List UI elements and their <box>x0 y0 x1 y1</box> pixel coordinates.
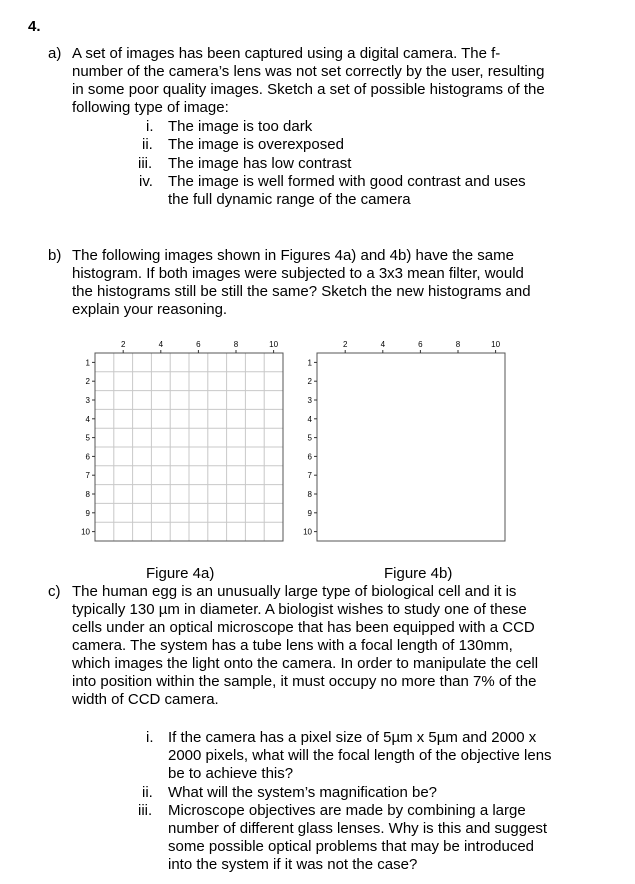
part-c-line: into position within the sample, it must occupy no more than 7% of the <box>72 673 537 690</box>
part-c-item-number: ii. <box>142 784 153 801</box>
figure-4b-frame <box>317 353 505 541</box>
y-tick-label: 2 <box>85 377 90 387</box>
x-tick-label: 10 <box>269 340 279 349</box>
y-tick-label: 9 <box>307 508 312 518</box>
figure-4b-y-ticks <box>303 358 317 536</box>
part-c-line: typically 130 µm in diameter. A biologist wishes to study one of these <box>72 601 527 618</box>
part-c-label: c) <box>48 583 61 600</box>
part-a-item-number: i. <box>146 118 154 135</box>
y-tick-label: 10 <box>81 527 90 537</box>
part-c-item-text: If the camera has a pixel size of 5µm x 5µm and 2000 x <box>168 729 537 746</box>
y-tick-label: 3 <box>307 396 312 405</box>
part-b-line: histogram. If both images were subjected to a 3x3 mean filter, would <box>72 265 524 282</box>
part-a-item-text: The image is well formed with good contrast and uses <box>168 173 526 190</box>
part-c-line: camera. The system has a tube lens with a focal length of 130mm, <box>72 637 513 654</box>
part-c-line: The human egg is an unusually large type of biological cell and it is <box>72 583 517 600</box>
x-tick-label: 10 <box>491 340 501 349</box>
y-tick-label: 5 <box>307 433 312 443</box>
part-a-item-number: iii. <box>138 155 153 172</box>
y-tick-label: 3 <box>85 396 90 405</box>
y-tick-label: 1 <box>307 358 312 368</box>
y-tick-label: 6 <box>85 452 90 462</box>
figure-4b <box>302 335 522 545</box>
part-c-item-number: i. <box>146 729 154 746</box>
part-a-line: number of the camera’s lens was not set correctly by the user, resulting <box>72 63 545 80</box>
part-c-item-text: into the system if it was not the case? <box>168 856 418 873</box>
part-c-item-text: number of different glass lenses. Why is this and suggest <box>168 820 548 837</box>
y-tick-label: 10 <box>303 527 312 537</box>
y-tick-label: 5 <box>85 433 90 443</box>
part-c-line: width of CCD camera. <box>72 691 219 708</box>
y-tick-label: 9 <box>85 508 90 518</box>
figure-4a-grid <box>95 353 283 541</box>
y-tick-label: 2 <box>307 377 312 387</box>
x-tick-label: 2 <box>120 340 126 349</box>
x-tick-label: 4 <box>158 340 164 349</box>
y-tick-label: 4 <box>307 414 312 424</box>
figure-4b-x-ticks <box>343 340 501 353</box>
x-tick-label: 6 <box>418 340 423 349</box>
part-b-line: explain your reasoning. <box>72 301 228 318</box>
y-tick-label: 4 <box>85 414 90 424</box>
part-a-line: in some poor quality images. Sketch a set of possible histograms of the <box>72 81 545 98</box>
figure-4b-caption: Figure 4b) <box>384 565 453 582</box>
part-c-item-text: Microscope objectives are made by combining a large <box>168 802 526 819</box>
figure-frame <box>317 353 505 541</box>
part-c-item-number: iii. <box>138 802 153 819</box>
part-c-item-text: 2000 pixels, what will the focal length of the objective lens <box>168 747 552 764</box>
figure-4a-y-ticks <box>81 358 95 536</box>
x-tick-label: 8 <box>233 340 239 349</box>
part-c-item-text: some possible optical problems that may be introduced <box>168 838 535 855</box>
question-number: 4. <box>28 18 41 35</box>
part-a-item-text: The image has low contrast <box>168 155 352 172</box>
figure-4a-x-ticks <box>121 340 279 353</box>
x-tick-label: 2 <box>342 340 348 349</box>
figure-4a <box>80 335 300 545</box>
part-a-line: A set of images has been captured using a digital camera. The f- <box>72 45 501 62</box>
part-c-item-text: be to achieve this? <box>168 765 294 782</box>
y-tick-label: 7 <box>307 471 312 481</box>
part-c-item-text: What will the system’s magnification be? <box>168 784 438 801</box>
part-b-label: b) <box>48 247 62 264</box>
y-tick-label: 6 <box>307 452 312 462</box>
part-c-line: which images the light onto the camera. In order to manipulate the cell <box>72 655 539 672</box>
x-tick-label: 4 <box>380 340 386 349</box>
part-a-item-number: ii. <box>142 136 153 153</box>
part-a-label: a) <box>48 45 62 62</box>
part-b-line: the histograms still be still the same? Sketch the new histograms and <box>72 283 531 300</box>
y-tick-label: 1 <box>85 358 90 368</box>
part-a-item-text: The image is too dark <box>168 118 313 135</box>
part-c-line: cells under an optical microscope that has been equipped with a CCD <box>72 619 535 636</box>
part-a-item-number: iv. <box>139 173 153 190</box>
part-a-item-text: The image is overexposed <box>168 136 344 153</box>
y-tick-label: 8 <box>307 490 312 499</box>
part-a-item-text: the full dynamic range of the camera <box>168 191 411 208</box>
part-a-line: following type of image: <box>72 99 229 116</box>
y-tick-label: 7 <box>85 471 90 481</box>
y-tick-label: 8 <box>85 490 90 499</box>
x-tick-label: 8 <box>455 340 461 349</box>
x-tick-label: 6 <box>196 340 201 349</box>
figure-4a-caption: Figure 4a) <box>146 565 215 582</box>
part-b-line: The following images shown in Figures 4a) and 4b) have the same <box>72 247 514 264</box>
